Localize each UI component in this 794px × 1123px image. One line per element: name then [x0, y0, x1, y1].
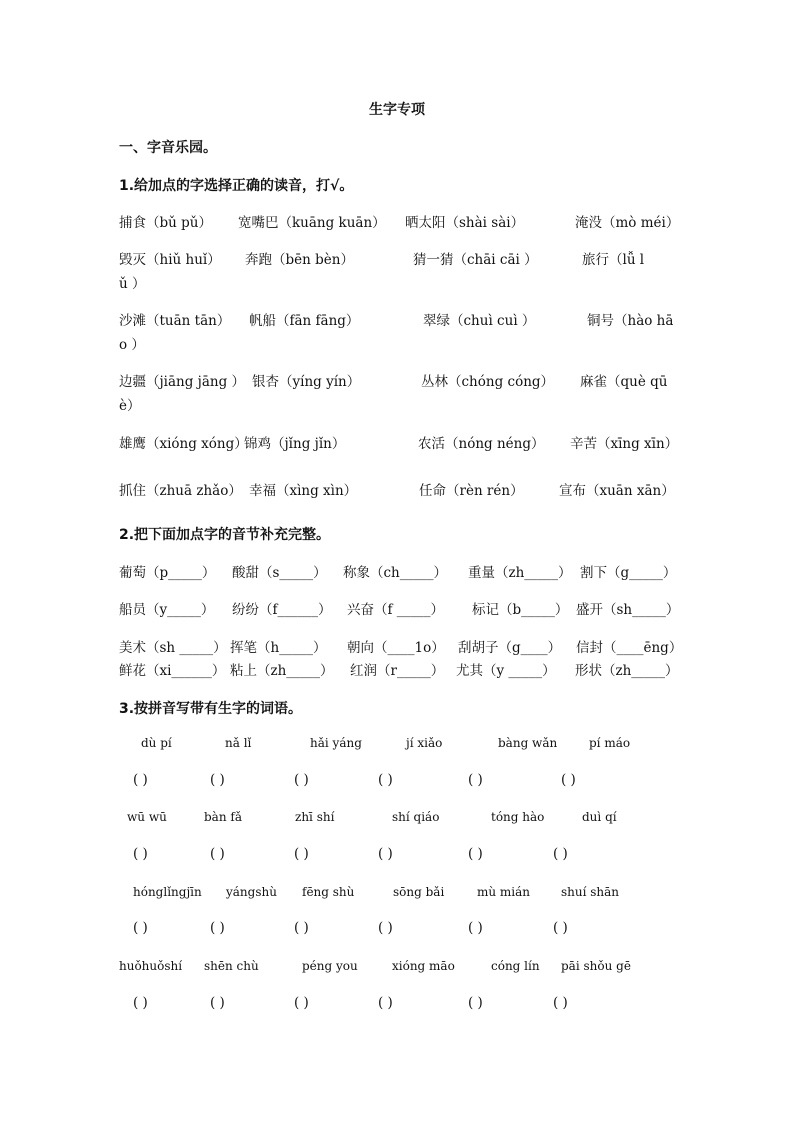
answer-blank[interactable]: ( ) [468, 920, 483, 936]
q1-row [0, 309, 794, 329]
q1-item: 帆船（fān fāng） [249, 313, 360, 329]
q3-heading: 3.按拼音写带有生字的词语。 [119, 701, 303, 717]
q1-item: 银杏（yíng yín） [252, 374, 361, 390]
answer-blank[interactable]: ( ) [210, 846, 225, 862]
q2-item: 信封（____ēng） [576, 640, 683, 656]
q3-answer-row [0, 772, 794, 792]
q1-wrap-text: o ） [119, 337, 145, 353]
q1-item: 雄鹰（xióng xóng） [119, 436, 248, 452]
q2-item: 粘上（zh_____） [230, 663, 334, 679]
q2-heading: 2.把下面加点字的音节补充完整。 [119, 527, 331, 543]
q1-row [0, 211, 794, 231]
pinyin-item: huǒhuǒshí [119, 959, 183, 973]
q1-item: 晒太阳（shài sài） [405, 215, 525, 231]
answer-blank[interactable]: ( ) [294, 772, 309, 788]
pinyin-item: duì qí [582, 810, 617, 824]
q1-row [0, 432, 794, 452]
pinyin-item: nǎ lǐ [225, 736, 252, 750]
q1-item: 抓住（zhuā zhǎo） [119, 483, 242, 499]
q2-item: 挥笔（h_____） [230, 640, 327, 656]
q3-answer-row [0, 846, 794, 866]
pinyin-item: shēn chù [204, 959, 259, 973]
q2-row [0, 561, 794, 581]
answer-blank[interactable]: ( ) [133, 846, 148, 862]
q1-row [0, 248, 794, 268]
answer-blank[interactable]: ( ) [294, 995, 309, 1011]
q1-wrap-text: ǔ ） [119, 276, 146, 292]
q1-item: 任命（rèn rén） [419, 483, 524, 499]
q2-item: 刮胡子（g____） [458, 640, 562, 656]
pinyin-item: tóng hào [491, 810, 545, 824]
answer-blank[interactable]: ( ) [553, 846, 568, 862]
pinyin-item: fēng shù [302, 885, 355, 899]
q2-item: 标记（b_____） [472, 602, 569, 618]
pinyin-item: péng you [302, 959, 358, 973]
q1-row [0, 370, 794, 390]
q1-item: 旅行（lǚ l [582, 252, 645, 268]
pinyin-item: zhī shí [295, 810, 335, 824]
q2-item: 酸甜（s_____） [232, 565, 327, 581]
answer-blank[interactable]: ( ) [468, 995, 483, 1011]
q1-item: 翠绿（chuì cuì ） [423, 313, 536, 329]
page-title: 生字专项 [369, 102, 425, 118]
q1-item: 奔跑（bēn bèn） [245, 252, 354, 268]
q2-item: 红润（r_____） [350, 663, 445, 679]
answer-blank[interactable]: ( ) [378, 846, 393, 862]
q1-item: 农活（nóng néng） [418, 436, 545, 452]
answer-blank[interactable]: ( ) [468, 772, 483, 788]
pinyin-item: hǎi yáng [310, 736, 362, 750]
answer-blank[interactable]: ( ) [553, 995, 568, 1011]
q2-item: 兴奋（f _____） [347, 602, 445, 618]
pinyin-item: pí máo [589, 736, 631, 750]
pinyin-item: mù mián [477, 885, 531, 899]
pinyin-item: bàn fǎ [204, 810, 242, 824]
q2-row [0, 659, 794, 679]
pinyin-item: xióng māo [392, 959, 455, 973]
pinyin-item: dù pí [141, 736, 172, 750]
q2-item: 美术（sh _____） [119, 640, 227, 656]
q1-item: 辛苦（xīng xīn） [570, 436, 679, 452]
answer-blank[interactable]: ( ) [133, 920, 148, 936]
q2-row [0, 598, 794, 618]
q1-item: 宽嘴巴（kuāng kuān） [238, 215, 386, 231]
q2-item: 朝向（____1o） [347, 640, 445, 656]
answer-blank[interactable]: ( ) [210, 920, 225, 936]
pinyin-item: shuí shān [561, 885, 620, 899]
q2-item: 葡萄（p_____） [119, 565, 216, 581]
q1-item: 猜一猜（chāi cāi ） [413, 252, 538, 268]
q2-item: 割下（g_____） [580, 565, 677, 581]
answer-blank[interactable]: ( ) [133, 772, 148, 788]
q2-item: 尤其（y _____） [456, 663, 556, 679]
answer-blank[interactable]: ( ) [378, 772, 393, 788]
answer-blank[interactable]: ( ) [210, 772, 225, 788]
q3-pinyin-row [0, 885, 794, 905]
q1-item: 锦鸡（jǐng jǐn） [244, 436, 346, 452]
q2-item: 纷纷（f______） [232, 602, 332, 618]
q1-item: 淹没（mò méi） [575, 215, 680, 231]
q1-item: 边疆（jiāng jāng ） [119, 374, 246, 390]
q1-item: 毁灭（hiǔ huǐ） [119, 252, 221, 268]
answer-blank[interactable]: ( ) [378, 920, 393, 936]
q2-item: 称象（ch_____） [343, 565, 448, 581]
q3-answer-row [0, 920, 794, 940]
answer-blank[interactable]: ( ) [210, 995, 225, 1011]
q1-item: 幸福（xìng xìn） [249, 483, 358, 499]
pinyin-item: pāi shǒu gē [561, 959, 631, 973]
q1-item: 铜号（hào hā [587, 313, 674, 329]
q2-item: 盛开（sh_____） [576, 602, 680, 618]
q2-row [0, 636, 794, 656]
q3-pinyin-row [0, 959, 794, 979]
q3-pinyin-row [0, 810, 794, 830]
q1-item: 沙滩（tuān tān） [119, 313, 231, 329]
q1-item: 宣布（xuān xān） [559, 483, 675, 499]
answer-blank[interactable]: ( ) [561, 772, 576, 788]
answer-blank[interactable]: ( ) [468, 846, 483, 862]
q3-pinyin-row [0, 736, 794, 756]
pinyin-item: hónglǐngjīn [133, 885, 202, 899]
q2-item: 鲜花（xi______） [119, 663, 226, 679]
pinyin-item: yángshù [226, 885, 277, 899]
q1-item: 麻雀（què qū [580, 374, 668, 390]
pinyin-item: sōng bǎi [393, 885, 445, 899]
pinyin-item: cóng lín [491, 959, 540, 973]
q1-wrap-text: è） [119, 398, 141, 414]
q1-item: 丛林（chóng cóng） [421, 374, 555, 390]
q3-answer-row [0, 995, 794, 1015]
q1-row [0, 479, 794, 499]
answer-blank[interactable]: ( ) [133, 995, 148, 1011]
part1-heading: 一、字音乐园。 [119, 140, 217, 156]
answer-blank[interactable]: ( ) [378, 995, 393, 1011]
answer-blank[interactable]: ( ) [294, 920, 309, 936]
q1-heading: 1.给加点的字选择正确的读音，打√。 [119, 178, 354, 194]
pinyin-item: jí xiǎo [406, 736, 443, 750]
q2-item: 重量（zh_____） [468, 565, 572, 581]
answer-blank[interactable]: ( ) [553, 920, 568, 936]
pinyin-item: shí qiáo [392, 810, 440, 824]
q1-item: 捕食（bǔ pǔ） [119, 215, 212, 231]
answer-blank[interactable]: ( ) [294, 846, 309, 862]
pinyin-item: wū wū [127, 810, 167, 824]
q2-item: 形状（zh_____） [575, 663, 679, 679]
q2-item: 船员（y_____） [119, 602, 215, 618]
pinyin-item: bàng wǎn [498, 736, 558, 750]
